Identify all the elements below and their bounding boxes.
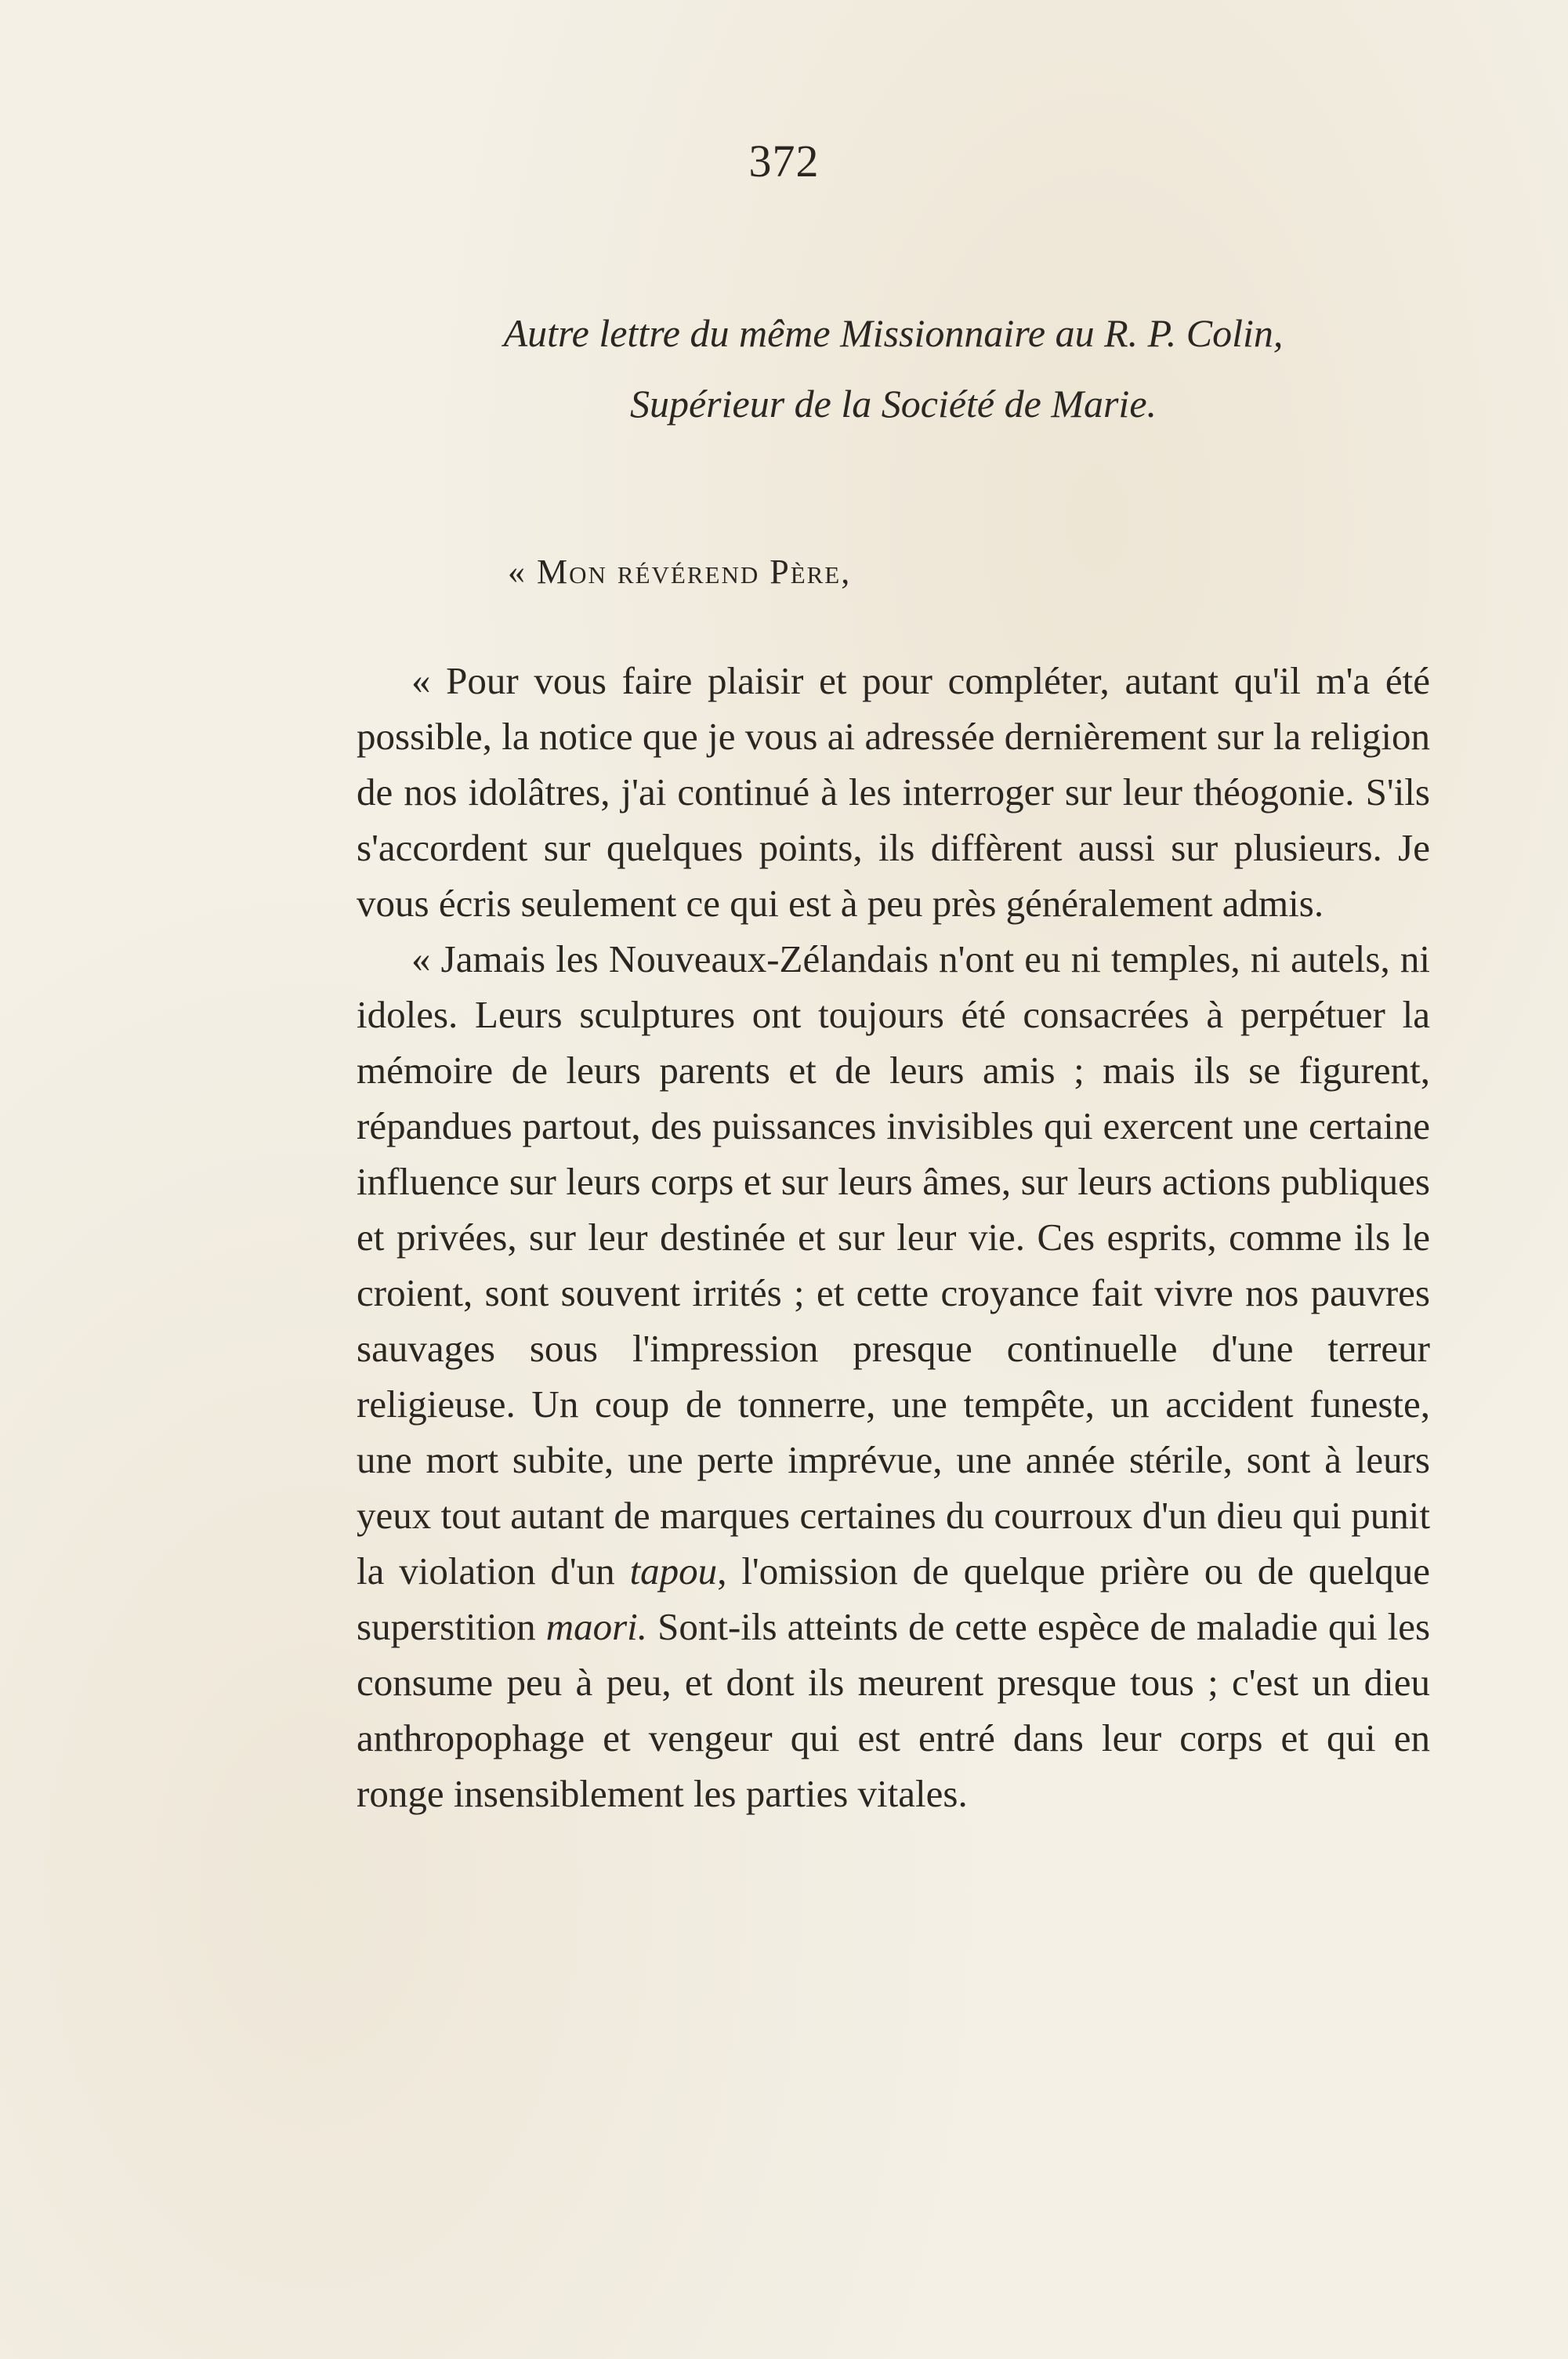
letter-body xyxy=(357,653,1430,1821)
paragraph-2-part-b: , l'omission de quelque prière ou de quelque superstition xyxy=(357,1549,1431,1648)
letter-title xyxy=(360,298,1426,439)
title-line-2: Supérieur de la Société de Marie. xyxy=(629,382,1157,426)
paragraph-2 xyxy=(357,931,1430,1821)
term-maori: maori. xyxy=(545,1605,648,1648)
page-number: 372 xyxy=(748,136,820,187)
term-tapou: tapou xyxy=(629,1549,718,1593)
paragraph-1: « Pour vous faire plaisir et pour compléter, autant qu'il m'a été possible, la notice que je vous ai adressée dernièrement sur la religion de nos idolâtres, j'ai continué à les interroger sur leur théogonie. S'ils s'accordent sur quelques points, ils diffèrent aussi sur plusieurs. Je vous écris seulement ce qui est à peu près généralement admis. xyxy=(357,659,1430,925)
paragraph-2-part-c: Sont-ils atteints de cette espèce de maladie qui les consume peu à peu, et dont ils meurent presque tous ; c'est un dieu anthropophage et vengeur qui est entré dans leur corps et qui en ronge insensiblement les parties vitales. xyxy=(357,1605,1431,1815)
title-line-1: Autre lettre du même Missionnaire au R. P. Colin, xyxy=(503,311,1284,355)
salutation: « Mon révérend Père, xyxy=(508,553,852,591)
paragraph-2-part-a: « Jamais les Nouveaux-Zélandais n'ont eu ni temples, ni autels, ni idoles. Leurs sculptures ont toujours été consacrées à perpétuer la mémoire de leurs parents et de leurs amis ; mais ils se figurent, répandues partout, des puissances invisibles qui exercent une certaine influence sur leurs corps et sur leurs âmes, sur leurs actions publiques et privées, sur leur destinée et sur leur vie. Ces esprits, comme ils le croient, sont souvent irrités ; et cette croyance fait vivre nos pauvres sauvages sous l'impression presque continuelle d'une terreur religieuse. Un coup de tonnerre, une tempête, un accident funeste, une mort subite, une perte imprévue, une année stérile, sont à leurs yeux tout autant de marques certaines du courroux d'un dieu qui punit la violation d'un xyxy=(357,937,1430,1593)
